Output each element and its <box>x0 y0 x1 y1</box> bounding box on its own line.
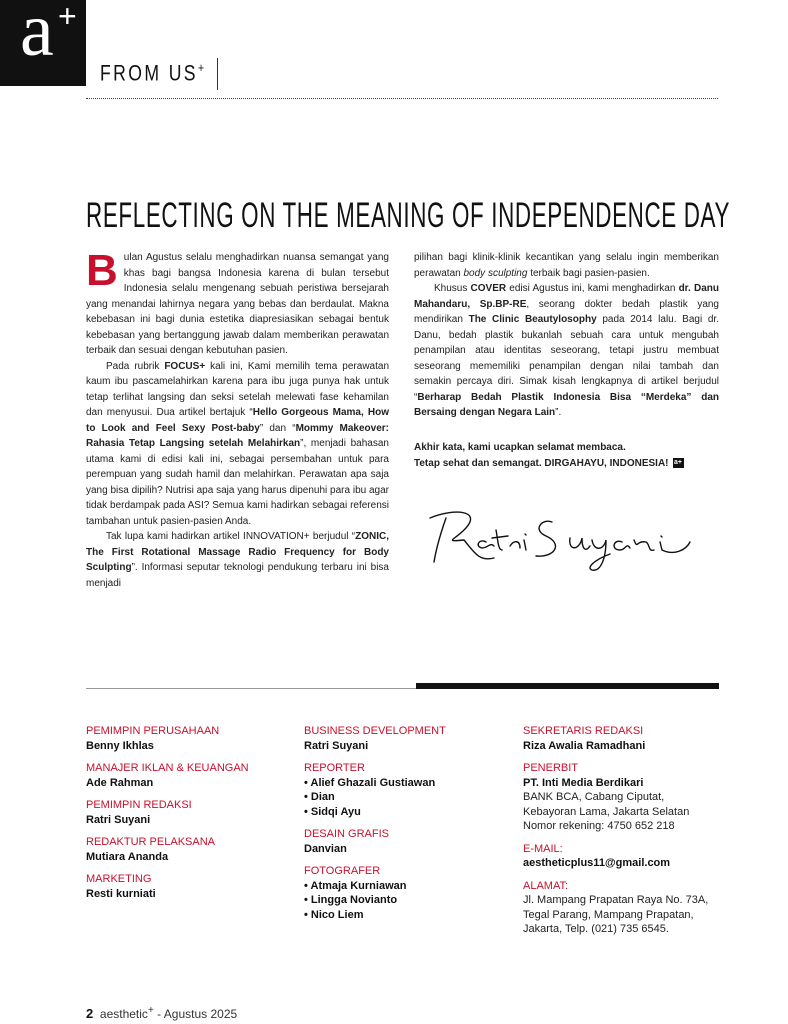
masthead-column-1 <box>86 716 286 908</box>
masthead-block: REPORTER • Alief Ghazali Gustiawan • Dian • Sidqi Ayu <box>304 762 436 818</box>
logo-letter: a <box>20 0 54 72</box>
masthead-block: E-MAIL: aestheticplus11@gmail.com <box>523 842 723 871</box>
masthead-block: REDAKTUR PELAKSANA Mutiara Ananda <box>86 836 215 863</box>
masthead-block: PEMIMPIN REDAKSI Ratri Suyani <box>86 799 192 826</box>
closing-remarks <box>414 440 719 472</box>
masthead-block: MARKETING Resti kurniati <box>86 873 156 900</box>
header-dotted-rule <box>86 98 718 99</box>
masthead-block: DESAIN GRAFIS Danvian <box>304 828 389 855</box>
paragraph-4: pilihan bagi klinik-klinik kecantikan yang selalu ingin memberikan perawatan body sculpting terbaik bagi pasien-pasien. <box>414 252 719 279</box>
masthead-block: FOTOGRAFER • Atmaja Kurniawan • Lingga Novianto • Nico Liem <box>304 865 407 921</box>
closing-line-2: Tetap sehat dan semangat. DIRGAHAYU, INDONESIA! a+ <box>414 458 682 469</box>
masthead-block: MANAJER IKLAN & KEUANGAN Ade Rahman <box>86 762 249 789</box>
drop-cap: B <box>86 246 118 295</box>
masthead-block: PENERBIT PT. Inti Media Berdikari BANK BCA, Cabang Ciputat, Kebayoran Lama, Jakarta Selatan Nomor rekening: 4750 652 218 <box>523 762 690 832</box>
logo-plus: + <box>58 0 77 34</box>
issue-date: - Agustus 2025 <box>153 1007 238 1021</box>
article-column-left <box>86 246 390 591</box>
mini-logo-icon: a+ <box>674 459 682 467</box>
masthead-block: BUSINESS DEVELOPMENT Ratri Suyani <box>304 725 446 752</box>
editor-signature <box>424 500 694 580</box>
magazine-name: aesthetic <box>99 1007 148 1021</box>
email-address: aestheticplus11@gmail.com <box>523 857 671 869</box>
closing-line-1: Akhir kata, kami ucapkan selamat membaca. <box>414 442 626 453</box>
page-footer: 2 aesthetic+ - Agustus 2025 <box>86 1005 238 1021</box>
header-divider <box>217 58 218 90</box>
page-title: REFLECTING ON THE MEANING OF INDEPENDENCE DAY <box>86 196 731 235</box>
masthead-column-3 <box>523 716 723 944</box>
paragraph-1: Bulan Agustus selalu menghadirkan nuansa semangat yang khas bagi bangsa Indonesia karena di bulan tersebut Indonesia selalu mengenang sebuah peristiwa bersejarah yang menandai lahirnya negara yang bebas dan berdaulat. Makna kebebasan ini bagi dunia estetika diapresiasikan sebagai bentuk kebebasan yang bertanggung jawab dalam memberikan perawatan terbaik dan sesuai dengan kebutuhan pasien. <box>86 246 389 356</box>
paragraph-2: Pada rubrik FOCUS+ kali ini, Kami memilih tema perawatan kaum ibu pascamelahirkan karena para ibu juga punya hak untuk tetap terlihat langsing dan seksi setelah melewati fase kehamilan dan menyusui. Dua artikel bertajuk “Hello Gorgeous Mama, How to Look and Feel Sexy Post-baby” dan “Mommy Makeover: Rahasia Tetap Langsing setelah Melahirkan”, menjadi bahasan utama kami di edisi kali ini, sebagai persembahan untuk para perempuan yang sudah hamil dan melahirkan. Perawatan apa saja yang bisa dipilih? Nutrisi apa saja yang harus dipenuhi para ibu agar tidak berdampak pada ASI? Semua kami hadirkan sebagai referensi tambahan untuk pasien-pasien Anda. <box>86 360 390 527</box>
masthead-rule-thin <box>86 688 416 689</box>
masthead-block: ALAMAT: Jl. Mampang Prapatan Raya No. 73A, Tegal Parang, Mampang Prapatan, Jakarta, Telp. (021) 735 6545. <box>523 879 709 935</box>
masthead-column-2 <box>304 716 504 929</box>
masthead-block: SEKRETARIS REDAKSI Riza Awalia Ramadhani <box>523 725 646 752</box>
masthead-block: PEMIMPIN PERUSAHAAN Benny Ikhlas <box>86 725 220 752</box>
page-number: 2 <box>86 1006 94 1021</box>
paragraph-3: Tak lupa kami hadirkan artikel INNOVATION+ berjudul “ZONIC, The First Rotational Massage Radio Frequency for Body Sculpting”. Informasi seputar teknologi pendukung terbaru ini bisa menjadi <box>86 531 389 589</box>
paragraph-5: Khusus COVER edisi Agustus ini, kami menghadirkan dr. Danu Mahandaru, Sp.BP-RE, seorang dokter bedah plastik yang mendirikan The Clinic Beautylosophy pada 2014 lalu. Bagi dr. Danu, bedah plastik bukanlah sebuah cara untuk mengubah penampilan atau identitas seseorang, tetapi justru membuat seseorang mememiliki penampilan dengan nilai tambah dan semakin percaya diri. Simak kisah lengkapnya di artikel berjudul “Berharap Bedah Plastik Indonesia Bisa “Merdeka” dan Bersaing dengan Negara Lain”. <box>414 283 719 418</box>
magazine-logo <box>0 0 86 86</box>
article-column-right <box>414 250 719 421</box>
section-title: FROM US+ <box>100 60 207 86</box>
masthead-rule-thick <box>416 683 719 689</box>
